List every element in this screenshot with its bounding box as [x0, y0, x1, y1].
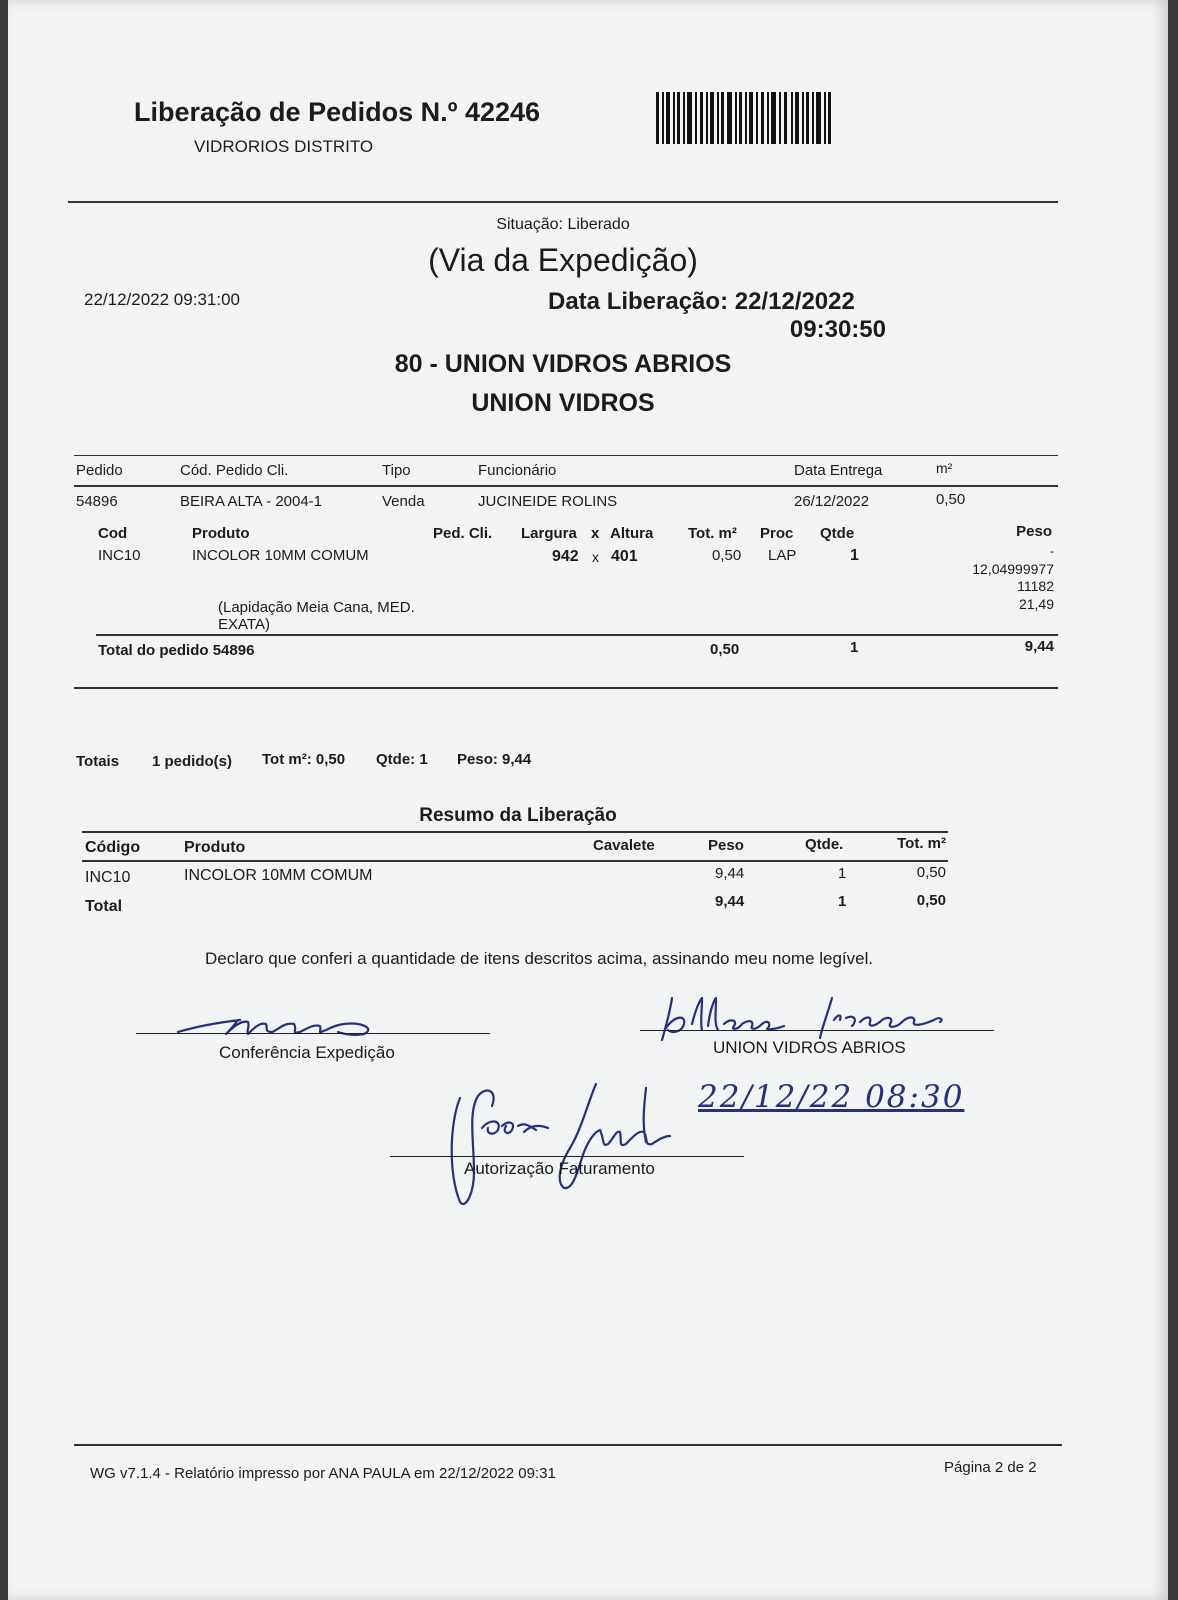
- summary-cell-qtde: 1: [838, 865, 847, 882]
- cell-tot-m2: 0,50: [712, 547, 742, 564]
- totals-label: Totais: [76, 753, 120, 770]
- client-short-name: UNION VIDROS: [471, 389, 655, 417]
- company-name: VIDRORIOS DISTRITO: [194, 137, 374, 156]
- signature-label-autorizacao: Autorização Faturamento: [464, 1159, 655, 1178]
- handwritten-date: 22/12/22 08:30: [698, 1079, 965, 1115]
- col-proc: Proc: [760, 525, 794, 542]
- cell-cod: INC10: [98, 547, 141, 564]
- header-divider: [68, 201, 1058, 203]
- footer-line: [74, 1444, 1062, 1446]
- totals-pedidos: 1 pedido(s): [152, 753, 233, 770]
- status-text: Situação: Liberado: [496, 216, 630, 233]
- order-total-qtde: 1: [850, 639, 859, 656]
- col-tot-m2: Tot. m²: [688, 525, 737, 542]
- summary-cell-peso: 9,44: [715, 865, 745, 882]
- summary-cell-tot-m2: 0,50: [916, 864, 946, 881]
- col-ped-cli: Ped. Cli.: [433, 525, 493, 542]
- order-total-m2: 0,50: [710, 641, 740, 658]
- col-x: x: [591, 525, 600, 542]
- document-page: [8, 0, 1168, 1600]
- summary-title: Resumo da Liberação: [419, 805, 617, 826]
- cell-data-entrega: 26/12/2022: [794, 493, 870, 510]
- item-note-line2: EXATA): [218, 616, 270, 633]
- signature-label-cliente: UNION VIDROS ABRIOS: [713, 1038, 906, 1057]
- summary-top-line: [82, 831, 948, 833]
- summary-total-label: Total: [85, 898, 123, 915]
- cell-pedido: 54896: [76, 493, 118, 510]
- cell-produto: INCOLOR 10MM COMUM: [192, 547, 369, 564]
- summary-col-tot-m2: Tot. m²: [897, 835, 946, 852]
- signature-conferencia: [168, 1006, 398, 1046]
- order-total-peso: 9,44: [1024, 638, 1054, 655]
- col-cod: Cod: [98, 525, 128, 542]
- signature-line-autorizacao: [390, 1156, 744, 1157]
- footer-print-info: WG v7.1.4 - Relatório impresso por ANA PAULA em 22/12/2022 09:31: [90, 1465, 556, 1482]
- col-funcionario: Funcionário: [478, 462, 557, 479]
- page-number: Página 2 de 2: [944, 1459, 1037, 1476]
- cell-qtde: 1: [850, 547, 859, 564]
- release-time: 09:30:50: [789, 316, 886, 343]
- summary-col-cavalete: Cavalete: [593, 837, 655, 854]
- summary-total-peso: 9,44: [715, 893, 745, 910]
- summary-cell-codigo: INC10: [85, 869, 131, 886]
- col-produto: Produto: [192, 525, 250, 542]
- item-note-line1: (Lapidação Meia Cana, MED.: [218, 599, 415, 616]
- cell-largura: 942: [552, 548, 579, 565]
- cell-x: x: [592, 549, 599, 565]
- cell-tipo: Venda: [382, 493, 425, 510]
- summary-col-qtde: Qtde.: [805, 836, 844, 853]
- declaration-text: Declaro que conferi a quantidade de itens descritos acima, assinando meu nome legível.: [205, 949, 874, 968]
- copy-label: (Via da Expedição): [428, 242, 698, 278]
- col-data-entrega: Data Entrega: [794, 462, 883, 479]
- order-total-label: Total do pedido 54896: [98, 642, 255, 659]
- col-pedido: Pedido: [76, 462, 123, 479]
- release-date: Data Liberação: 22/12/2022: [548, 288, 855, 315]
- printed-datetime: 22/12/2022 09:31:00: [84, 290, 240, 309]
- cell-cod-pedido-cli: BEIRA ALTA - 2004-1: [180, 493, 323, 510]
- col-tipo: Tipo: [382, 462, 411, 479]
- summary-header-line: [82, 860, 948, 862]
- summary-col-codigo: Código: [85, 839, 141, 856]
- cell-peso-dash: -: [1050, 544, 1054, 558]
- signature-label-conferencia: Conferência Expedição: [219, 1043, 395, 1062]
- summary-col-peso: Peso: [708, 837, 744, 854]
- client-name: 80 - UNION VIDROS ABRIOS: [394, 350, 732, 378]
- cell-peso-2: 11182: [1017, 578, 1054, 594]
- barcode: [656, 92, 832, 144]
- totals-qtde: Qtde: 1: [376, 751, 428, 768]
- document-title: Liberação de Pedidos N.º 42246: [134, 97, 541, 127]
- summary-col-produto: Produto: [184, 839, 246, 856]
- order-table-top-line: [74, 455, 1058, 456]
- totals-m2: Tot m²: 0,50: [262, 751, 346, 768]
- signature-line-cliente: [640, 1030, 994, 1031]
- col-largura: Largura: [521, 525, 577, 542]
- order-table-header-line: [74, 485, 1058, 487]
- cell-altura: 401: [611, 548, 638, 565]
- col-altura: Altura: [610, 525, 654, 542]
- col-peso: Peso: [1016, 523, 1052, 540]
- signature-line-conferencia: [136, 1033, 490, 1034]
- summary-total-qtde: 1: [838, 893, 847, 910]
- signature-autorizacao: [438, 1072, 698, 1212]
- order-section-bottom-line: [74, 687, 1058, 689]
- summary-cell-produto: INCOLOR 10MM COMUM: [184, 867, 373, 884]
- cell-m2: 0,50: [936, 491, 966, 508]
- col-m2: m²: [936, 460, 953, 476]
- col-cod-pedido-cli: Cód. Pedido Cli.: [180, 462, 289, 479]
- totals-peso: Peso: 9,44: [457, 751, 532, 768]
- order-total-line: [96, 634, 1058, 636]
- cell-proc: LAP: [768, 547, 797, 564]
- cell-peso-1: 12,04999977: [972, 561, 1054, 577]
- summary-total-tot-m2: 0,50: [916, 892, 946, 909]
- cell-funcionario: JUCINEIDE ROLINS: [478, 493, 618, 510]
- cell-peso-3: 21,49: [1018, 596, 1054, 612]
- col-qtde: Qtde: [820, 525, 855, 542]
